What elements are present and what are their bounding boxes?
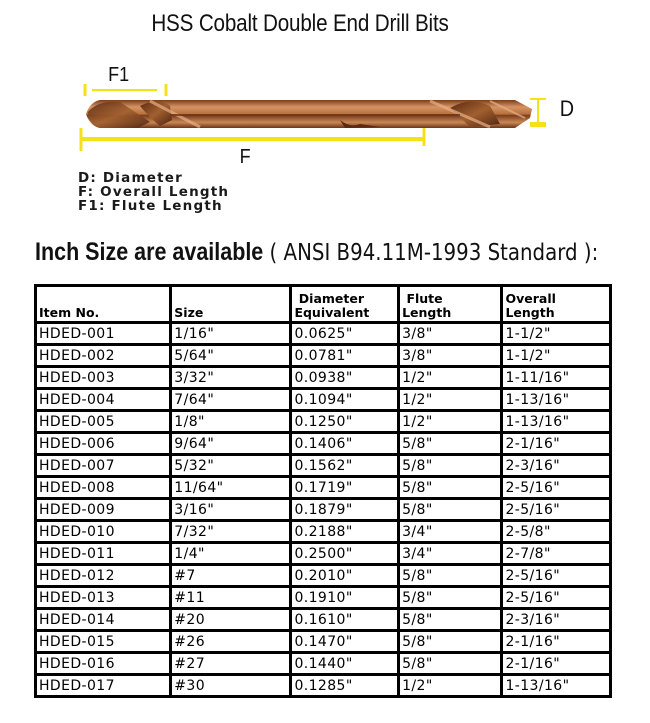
cell-item-no: HDED-002 [36,345,171,367]
cell-item-no: HDED-011 [36,543,171,565]
legend-diameter: D: Diameter [78,170,183,186]
flute-length-label: F1 [108,64,130,86]
cell-item-no: HDED-001 [36,323,171,345]
drill-bit-body [86,100,532,128]
cell-item-no: HDED-009 [36,499,171,521]
cell-diameter-equivalent: 0.1250" [291,411,399,433]
cell-size: #30 [171,675,291,697]
cell-size: 3/16" [171,499,291,521]
table-row [36,653,611,675]
header-item-no [36,286,171,323]
header-overall-length-line: Length [505,305,555,320]
cell-diameter-equivalent: 0.2010" [291,565,399,587]
drill-bit-diagram [0,50,650,180]
cell-flute-length: 1/2" [399,411,502,433]
cell-size: 1/4" [171,543,291,565]
page-title: HSS Cobalt Double End Drill Bits [151,10,449,37]
cell-overall-length: 1-13/16" [502,675,611,697]
cell-overall-length: 2-5/8" [502,521,611,543]
header-size-line: Size [174,305,204,320]
cell-diameter-equivalent: 0.2500" [291,543,399,565]
header-overall-length [502,286,611,323]
cell-diameter-equivalent: 0.1562" [291,455,399,477]
cell-item-no: HDED-016 [36,653,171,675]
cell-diameter-equivalent: 0.1406" [291,433,399,455]
cell-item-no: HDED-013 [36,587,171,609]
legend-flute-length: F1: Flute Length [78,198,223,214]
cell-flute-length: 1/2" [399,367,502,389]
cell-size: 1/16" [171,323,291,345]
cell-overall-length: 2-7/8" [502,543,611,565]
cell-diameter-equivalent: 0.0625" [291,323,399,345]
cell-diameter-equivalent: 0.1879" [291,499,399,521]
table-row [36,477,611,499]
cell-overall-length: 2-5/16" [502,587,611,609]
cell-flute-length: 5/8" [399,499,502,521]
cell-overall-length: 2-5/16" [502,477,611,499]
cell-diameter-equivalent: 0.0938" [291,367,399,389]
table-row [36,389,611,411]
cell-diameter-equivalent: 0.1910" [291,587,399,609]
cell-diameter-equivalent: 0.1470" [291,631,399,653]
cell-overall-length: 2-1/16" [502,631,611,653]
cell-size: #27 [171,653,291,675]
header-flute-length [399,286,502,323]
cell-diameter-equivalent: 0.0781" [291,345,399,367]
cell-flute-length: 3/4" [399,521,502,543]
cell-overall-length: 2-5/16" [502,499,611,521]
cell-overall-length: 2-3/16" [502,609,611,631]
cell-overall-length: 1-13/16" [502,411,611,433]
diameter-label: D [559,96,575,121]
diameter-dimension [530,99,546,127]
cell-size: 11/64" [171,477,291,499]
cell-item-no: HDED-017 [36,675,171,697]
cell-diameter-equivalent: 0.1719" [291,477,399,499]
cell-flute-length: 5/8" [399,433,502,455]
header-size [171,286,291,323]
cell-item-no: HDED-008 [36,477,171,499]
availability-heading [35,238,598,267]
table-row [36,521,611,543]
cell-size: 1/8" [171,411,291,433]
header-diameter-equivalent-line: Equivalent [294,305,370,320]
cell-overall-length: 1-1/2" [502,323,611,345]
header-flute-length-line: Length [402,305,452,320]
cell-flute-length: 3/8" [399,345,502,367]
table-header-row [36,286,611,323]
overall-length-dimension [81,128,424,151]
cell-item-no: HDED-012 [36,565,171,587]
table-row [36,455,611,477]
overall-length-label: F [239,146,251,168]
cell-size: 3/32" [171,367,291,389]
cell-flute-length: 5/8" [399,631,502,653]
cell-size: 9/64" [171,433,291,455]
cell-diameter-equivalent: 0.1440" [291,653,399,675]
table-row [36,587,611,609]
cell-item-no: HDED-005 [36,411,171,433]
table-row [36,367,611,389]
table-row [36,609,611,631]
legend-overall-length: F: Overall Length [78,184,230,200]
table-row [36,433,611,455]
cell-item-no: HDED-003 [36,367,171,389]
cell-overall-length: 2-1/16" [502,653,611,675]
cell-flute-length: 5/8" [399,477,502,499]
cell-flute-length: 1/2" [399,675,502,697]
table-row [36,631,611,653]
cell-item-no: HDED-014 [36,609,171,631]
cell-item-no: HDED-007 [36,455,171,477]
header-diameter-equivalent-line: Diameter [294,291,365,306]
cell-size: 7/64" [171,389,291,411]
cell-overall-length: 1-1/2" [502,345,611,367]
table-row [36,323,611,345]
cell-overall-length: 1-13/16" [502,389,611,411]
cell-flute-length: 1/2" [399,389,502,411]
cell-flute-length: 5/8" [399,609,502,631]
cell-diameter-equivalent: 0.1610" [291,609,399,631]
cell-size: #26 [171,631,291,653]
cell-size: #11 [171,587,291,609]
cell-flute-length: 3/8" [399,323,502,345]
table-row [36,499,611,521]
cell-diameter-equivalent: 0.1094" [291,389,399,411]
availability-heading-bold: Inch Size are available [35,238,264,266]
cell-item-no: HDED-004 [36,389,171,411]
cell-overall-length: 1-11/16" [502,367,611,389]
table-row [36,543,611,565]
cell-flute-length: 5/8" [399,565,502,587]
cell-flute-length: 5/8" [399,455,502,477]
table-row [36,411,611,433]
cell-item-no: HDED-015 [36,631,171,653]
cell-overall-length: 2-1/16" [502,433,611,455]
drill-bit-spec-table [34,284,612,698]
cell-diameter-equivalent: 0.2188" [291,521,399,543]
cell-item-no: HDED-006 [36,433,171,455]
cell-size: 7/32" [171,521,291,543]
cell-diameter-equivalent: 0.1285" [291,675,399,697]
header-diameter-equivalent [291,286,399,323]
cell-overall-length: 2-5/16" [502,565,611,587]
cell-size: #7 [171,565,291,587]
table-row [36,345,611,367]
cell-size: #20 [171,609,291,631]
cell-flute-length: 5/8" [399,587,502,609]
cell-size: 5/64" [171,345,291,367]
cell-flute-length: 5/8" [399,653,502,675]
header-flute-length-line: Flute [402,291,443,306]
table-row [36,565,611,587]
cell-overall-length: 2-3/16" [502,455,611,477]
header-overall-length-line: Overall [505,291,556,306]
cell-flute-length: 3/4" [399,543,502,565]
table-row [36,675,611,697]
header-item-no-line: Item No. [39,305,100,320]
dimension-legend [78,171,229,213]
cell-size: 5/32" [171,455,291,477]
cell-item-no: HDED-010 [36,521,171,543]
availability-heading-standard: ( ANSI B94.11M-1993 Standard ): [263,240,599,266]
